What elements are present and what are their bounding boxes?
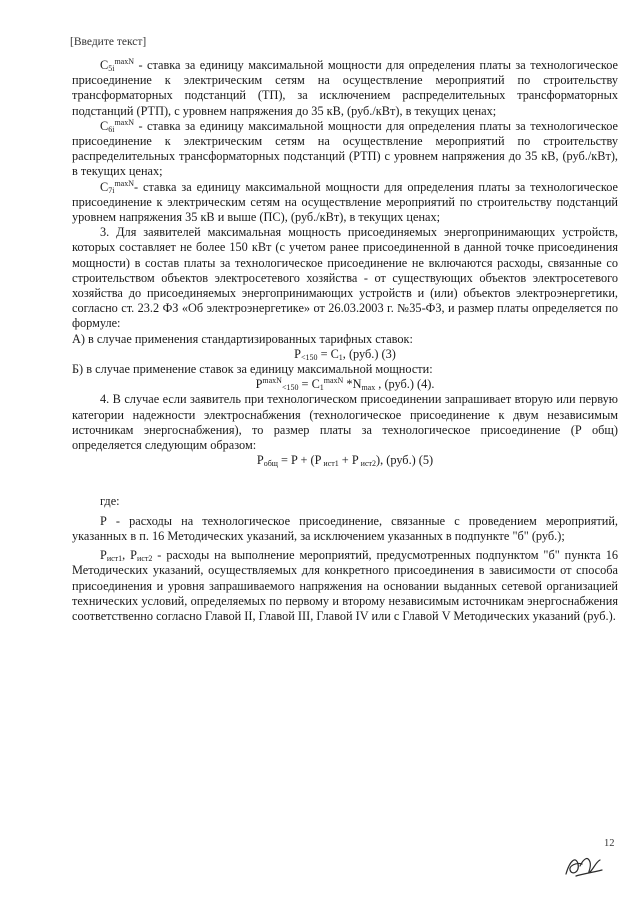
formula-3: $P_{<150} = C_1$, (руб.) (3)	[294, 346, 396, 362]
rate-c5-definition: $C_{5i}^{maxN}$ - ставка за единицу максимальной мощности для определения платы за технологическое присоединение к электрическим сетям на осуществление мероприятий по строительству трансформаторных подстанций (ТП), за исключением распределительных трансформаторных подстанций (РТП), с уровнем напряжения до 35 кВ, (руб./кВт), в текущих ценах;	[72, 57, 618, 118]
item-3-paragraph: 3. Для заявителей максимальная мощность присоединяемых энергопринимающих устройств, которых составляет не более 150 кВт (с учетом ранее присоединенной в данной точке присоединения мощности) в состав платы за технологическое присоединение не включаются расходы, связанные со строительством объектов электросетевого хозяйства - от существующих объектов электросетевого хозяйства до присоединяемых энергопринимающих устройств и (или) объектов электроэнергетики, согласно ст. 23.2 ФЗ «Об электроэнергетике» от 26.03.2003 г. №35-ФЗ, и размер платы определяется по формуле:	[72, 225, 618, 331]
rate-c6-symbol: $C_{6i}^{maxN}$	[100, 117, 134, 134]
item-4-paragraph: 4. В случае если заявитель при технологическом присоединении запрашивает вторую или первую категории надежности электроснабжения (технологическое присоединение к двум независимым источникам энергоснабжения), то размер платы за технологическое присоединение (Р общ) определяется следующим образом:	[72, 392, 618, 453]
formula-4: $P^{maxN}_{<150} = C_1^{maxN}$ $*N_{max}$ , (руб.) (4).	[255, 376, 435, 393]
spacer	[72, 468, 618, 494]
header-placeholder: [Введите текст]	[70, 36, 147, 48]
rate-c7-definition: $C_{7i}^{maxN}-$ ставка за единицу максимальной мощности для определения платы за технологическое присоединение к электрическим сетям на осуществление мероприятий по строительству подстанций уровнем напряжения 35 кВ и выше (ПС), (руб./кВт), в текущих ценах;	[72, 178, 618, 225]
page-number: 12	[604, 838, 615, 849]
definition-p: Р - расходы на технологическое присоединение, связанные с проведением мероприятий, указанных в п. 16 Методических указаний, за исключением указанных в подпункте "б" (руб.);	[72, 513, 618, 543]
where-label: где:	[100, 494, 120, 509]
definition-p-ist: $Р_{ист1}$, $Р_{ист2}$ - расходы на выполнение мероприятий, предусмотренных подпунктом "б" пункта 16 Методических указаний, осуществляемых для конкретного присоединения в зависимости от способа присоединения и уровня запрашиваемого напряжения на основании выданных сетевой организацией технических условий, определяемых по первому и второму независимым источникам энергоснабжения соответственно согласно Главой II, Главой III, Главой IV или с Главой V Методических указаний (руб.).	[72, 548, 618, 623]
case-b-label: Б) в случае применение ставок за единицу максимальной мощности:	[72, 362, 433, 377]
document-body	[72, 58, 618, 624]
formula-5: $Р_{общ} = P + (P$ $_{ист1}$ + P $_{ист2}$), (руб.) (5)	[256, 453, 434, 469]
rate-c7-symbol: $C_{7i}^{maxN}$	[100, 178, 134, 195]
handwritten-signature	[560, 850, 606, 882]
rate-c5-symbol: $C_{5i}^{maxN}$	[100, 57, 134, 73]
rate-c6-definition: $C_{6i}^{maxN}$ - ставка за единицу максимальной мощности для определения платы за технологическое присоединение к электрическим сетям на осуществление мероприятий по строительству распределительных трансформаторных подстанций (РТП) с уровнем напряжения до 35 кВ, (руб./кВт), в текущих ценах;	[72, 117, 618, 179]
case-a-label: А) в случае применения стандартизированных тарифных ставок:	[72, 331, 413, 346]
